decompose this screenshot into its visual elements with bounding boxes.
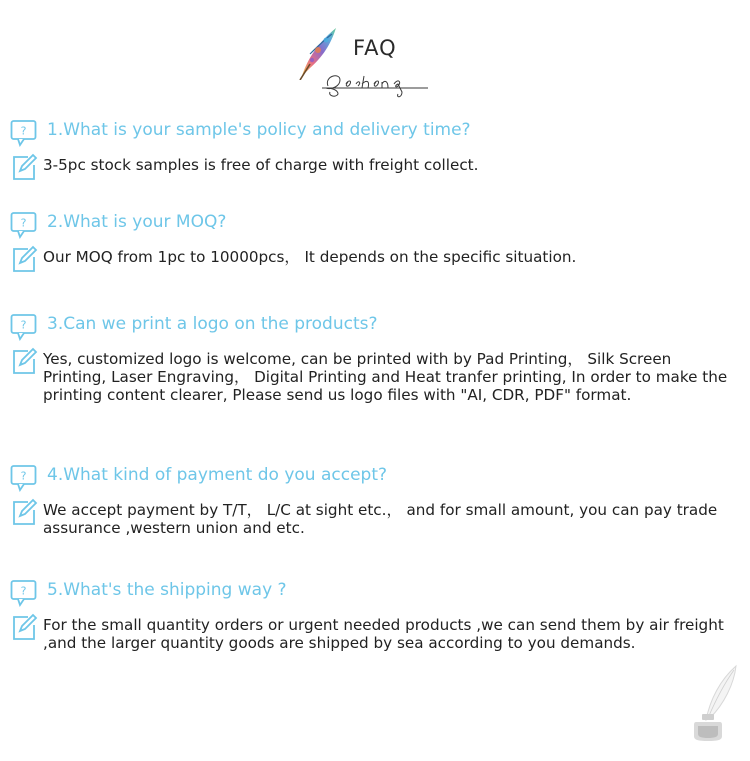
question-chat-icon (10, 313, 38, 341)
faq-question: 2.What is your MOQ? (47, 212, 227, 232)
faq-header (0, 0, 750, 110)
feather-inkwell-icon (690, 664, 740, 742)
page-title: FAQ (353, 36, 397, 60)
question-chat-icon (10, 211, 38, 239)
faq-question-row (10, 464, 740, 492)
faq-question: 5.What's the shipping way ? (47, 580, 287, 600)
faq-question: 3.Can we print a logo on the products? (47, 314, 378, 334)
faq-answer: We accept payment by T/T， L/C at sight etc.， and for small amount, you can pay trade assurance ,western union and etc. (43, 501, 718, 537)
question-chat-icon (10, 579, 38, 607)
answer-edit-icon (10, 613, 38, 641)
faq-question-row (10, 119, 740, 147)
question-chat-icon (10, 119, 38, 147)
svg-text:?: ? (20, 318, 27, 332)
answer-edit-icon (10, 498, 38, 526)
faq-question-row (10, 579, 740, 607)
faq-question-row (10, 211, 740, 239)
faq-question: 1.What is your sample's policy and delivery time? (47, 120, 471, 140)
answer-edit-icon (10, 153, 38, 181)
faq-question-row (10, 313, 740, 341)
svg-text:?: ? (20, 469, 27, 483)
faq-question: 4.What kind of payment do you accept? (47, 465, 388, 485)
answer-edit-icon (10, 347, 38, 375)
svg-text:?: ? (20, 124, 27, 138)
faq-answer: 3-5pc stock samples is free of charge with freight collect. (43, 156, 479, 174)
answer-edit-icon (10, 245, 38, 273)
svg-text:?: ? (20, 584, 27, 598)
faq-answer: Yes, customized logo is welcome, can be printed with by Pad Printing， Silk Screen Printing, Laser Engraving， Digital Printing and Heat tranfer printing, In order to make the printing content clearer, Please send us logo files with "AI, CDR, PDF" format. (43, 350, 728, 404)
svg-text:?: ? (20, 216, 27, 230)
faq-answer: Our MOQ from 1pc to 10000pcs， It depends on the specific situation. (43, 248, 577, 266)
brand-signature (318, 66, 432, 100)
question-chat-icon (10, 464, 38, 492)
faq-answer: For the small quantity orders or urgent needed products ,we can send them by air freight ,and the larger quantity goods are shipped by sea according to you demands. (43, 616, 724, 652)
